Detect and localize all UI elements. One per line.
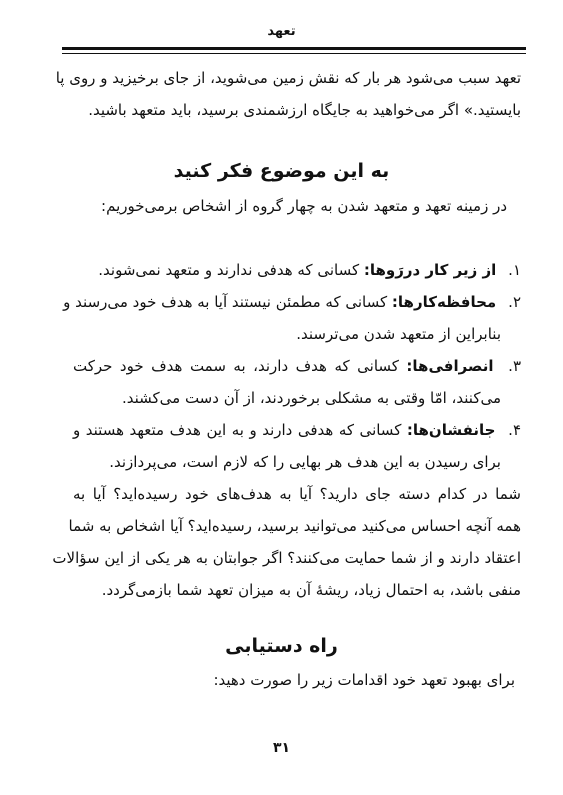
list-item-1	[73, 254, 521, 286]
list-item-2-number: ۲.	[508, 293, 521, 311]
list-item-2-term: محافظه‌کارها:	[391, 293, 497, 311]
reflection-line-4: منفی باشد، به احتمال زیاد، ریشهٔ آن به میزان تعهد شما بازمی‌گردد.	[101, 581, 521, 599]
list-item-3-cont: می‌کنند، امّا وقتی به مشکلی برخوردند، از آن دست می‌کشند.	[121, 389, 501, 407]
list-item-1-number: ۱.	[508, 261, 521, 279]
list-item-4-number: ۴.	[508, 421, 521, 439]
list-item-4-text: کسانی که هدفی دارند و به این هدف متعهد هستند و	[73, 421, 407, 439]
section1-lead-line: در زمینه تعهد و متعهد شدن به چهار گروه از اشخاص برمی‌خوریم:	[101, 197, 507, 215]
section-heading-think: به این موضوع فکر کنید	[173, 160, 390, 182]
list-item-3	[73, 350, 521, 382]
section2-lead-line: برای بهبود تعهد خود اقدامات زیر را صورت دهید:	[213, 671, 515, 689]
list-item-4	[73, 414, 521, 446]
group-list	[63, 254, 521, 478]
list-item-2-cont: بنابراین از متعهد شدن می‌ترسند.	[296, 325, 501, 343]
intro-line-1: تعهد سبب می‌شود هر بار که نقش زمین می‌شوید، از جای برخیزید و روی پا	[55, 69, 521, 87]
reflection-paragraph	[52, 478, 521, 606]
reflection-line-2: همه آنچه احساس می‌کنید می‌توانید برسید، رسیده‌اید؟ آیا اشخاص به شما	[68, 517, 521, 535]
list-item-3-text: کسانی که هدف دارند، به سمت هدف خود حرکت	[73, 357, 407, 375]
section1-lead	[73, 190, 521, 222]
list-item-1-text: کسانی که هدفی ندارند و متعهد نمی‌شوند.	[98, 261, 364, 279]
page-number: ۳۱	[272, 740, 291, 756]
list-item-3-number: ۳.	[508, 357, 521, 375]
running-header: تعهد	[267, 24, 296, 39]
list-item-1-term: از زیر کار دررَوها:	[363, 261, 497, 279]
header-rule-thick	[62, 47, 526, 50]
list-item-2	[63, 286, 521, 318]
list-item-4-cont: برای رسیدن به این هدف هر بهایی را که لازم است، می‌پردازند.	[109, 453, 501, 471]
list-item-4-term: جانفشان‌ها:	[406, 421, 496, 439]
reflection-line-3: اعتقاد دارند و از شما حمایت می‌کنند؟ اگر جوابتان به هر یکی از این سؤالات	[52, 549, 521, 567]
section-heading-path: راه دستیابی	[225, 635, 338, 657]
intro-paragraph	[55, 62, 521, 126]
list-item-3-term: انصرافی‌ها:	[406, 357, 494, 375]
list-item-2-text: کسانی که مطمئن نیستند آیا به هدف خود می‌رسند و	[63, 293, 392, 311]
reflection-line-1: شما در کدام دسته جای دارید؟ آیا به هدف‌های خود رسیده‌اید؟ آیا به	[73, 485, 521, 503]
header-rule-thin	[62, 53, 526, 54]
section2-lead	[73, 664, 521, 696]
intro-line-2: بایستید.» اگر می‌خواهید به جایگاه ارزشمندی برسید، باید متعهد باشید.	[88, 101, 521, 119]
